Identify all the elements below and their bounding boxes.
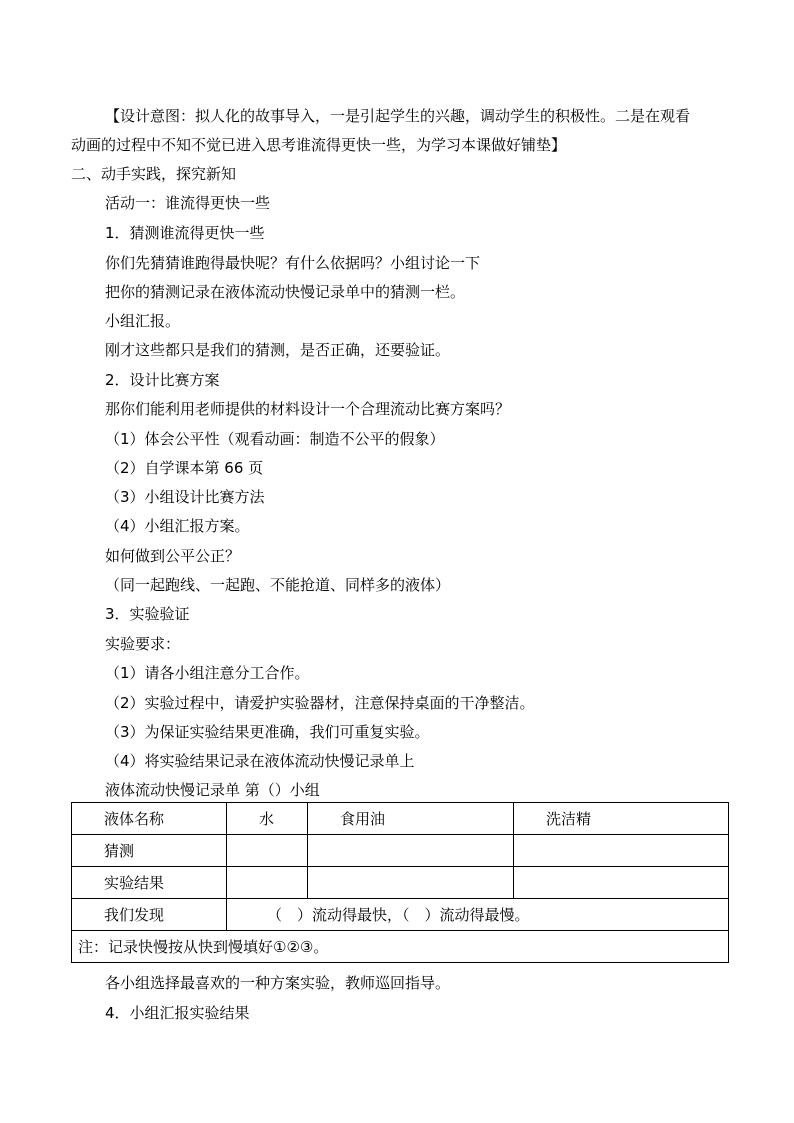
table-cell [514,835,729,867]
table-cell [227,867,308,899]
design-intent-line-1: 【设计意图：拟人化的故事导入，一是引起学生的兴趣，调动学生的积极性。二是在观看 [105,107,691,125]
findings-cell: （ ）流动得最快，（ ）流动得最慢。 [227,899,729,931]
step-1-heading: 1．猜测谁流得更快一些 [105,224,265,242]
section-heading: 二、动手实践，探究新知 [71,165,237,183]
table-header-cell: 水 [227,803,308,835]
table-cell [308,867,514,899]
table-cell [514,867,729,899]
table-row [72,931,729,963]
paragraph: 那你们能利用老师提供的材料设计一个合理流动比赛方案吗？ [105,400,511,418]
list-item: （4）将实验结果记录在液体流动快慢记录单上 [105,752,415,770]
record-table [71,802,729,963]
row-label: 实验结果 [72,867,227,899]
paragraph: 如何做到公平公正？ [105,547,241,565]
table-cell [227,835,308,867]
list-item: （1）请各小组注意分工合作。 [105,664,310,682]
table-row [72,803,729,835]
table-header-cell: 洗洁精 [514,803,729,835]
list-item: （3）为保证实验结果更准确，我们可重复实验。 [105,723,430,741]
paragraph: （同一起跑线、一起跑、不能抢道、同样多的液体） [105,576,451,594]
table-row [72,899,729,931]
paragraph: 小组汇报。 [105,312,181,330]
activity-heading: 活动一：谁流得更快一些 [105,194,271,212]
row-label: 我们发现 [72,899,227,931]
table-header-cell: 食用油 [308,803,514,835]
table-row [72,867,729,899]
table-header-cell: 液体名称 [72,803,227,835]
paragraph: 你们先猜猜谁跑得最快呢？有什么依据吗？小组讨论一下 [105,254,481,272]
paragraph: 把你的猜测记录在液体流动快慢记录单中的猜测一栏。 [105,283,466,301]
list-item: （1）体会公平性（观看动画：制造不公平的假象） [105,430,445,448]
row-label: 猜测 [72,835,227,867]
step-2-heading: 2．设计比赛方案 [105,371,220,389]
list-item: （3）小组设计比赛方法 [105,488,265,506]
list-item: （4）小组汇报方案。 [105,517,250,535]
table-cell [308,835,514,867]
table-row [72,835,729,867]
note-cell: 注：记录快慢按从快到慢填好①②③。 [72,931,729,963]
step-3-heading: 3．实验验证 [105,605,190,623]
list-item: （2）自学课本第 66 页 [105,459,264,477]
list-item: （2）实验过程中，请爱护实验器材，注意保持桌面的干净整洁。 [105,694,535,712]
paragraph: 各小组选择最喜欢的一种方案实验，教师巡回指导。 [105,974,451,992]
paragraph: 刚才这些都只是我们的猜测，是否正确，还要验证。 [105,341,451,359]
paragraph: 实验要求： [105,635,181,653]
design-intent-line-2: 动画的过程中不知不觉已进入思考谁流得更快一些，为学习本课做好铺垫】 [71,136,567,154]
step-4-heading: 4．小组汇报实验结果 [105,1004,250,1022]
table-caption: 液体流动快慢记录单 第（）小组 [105,781,320,799]
